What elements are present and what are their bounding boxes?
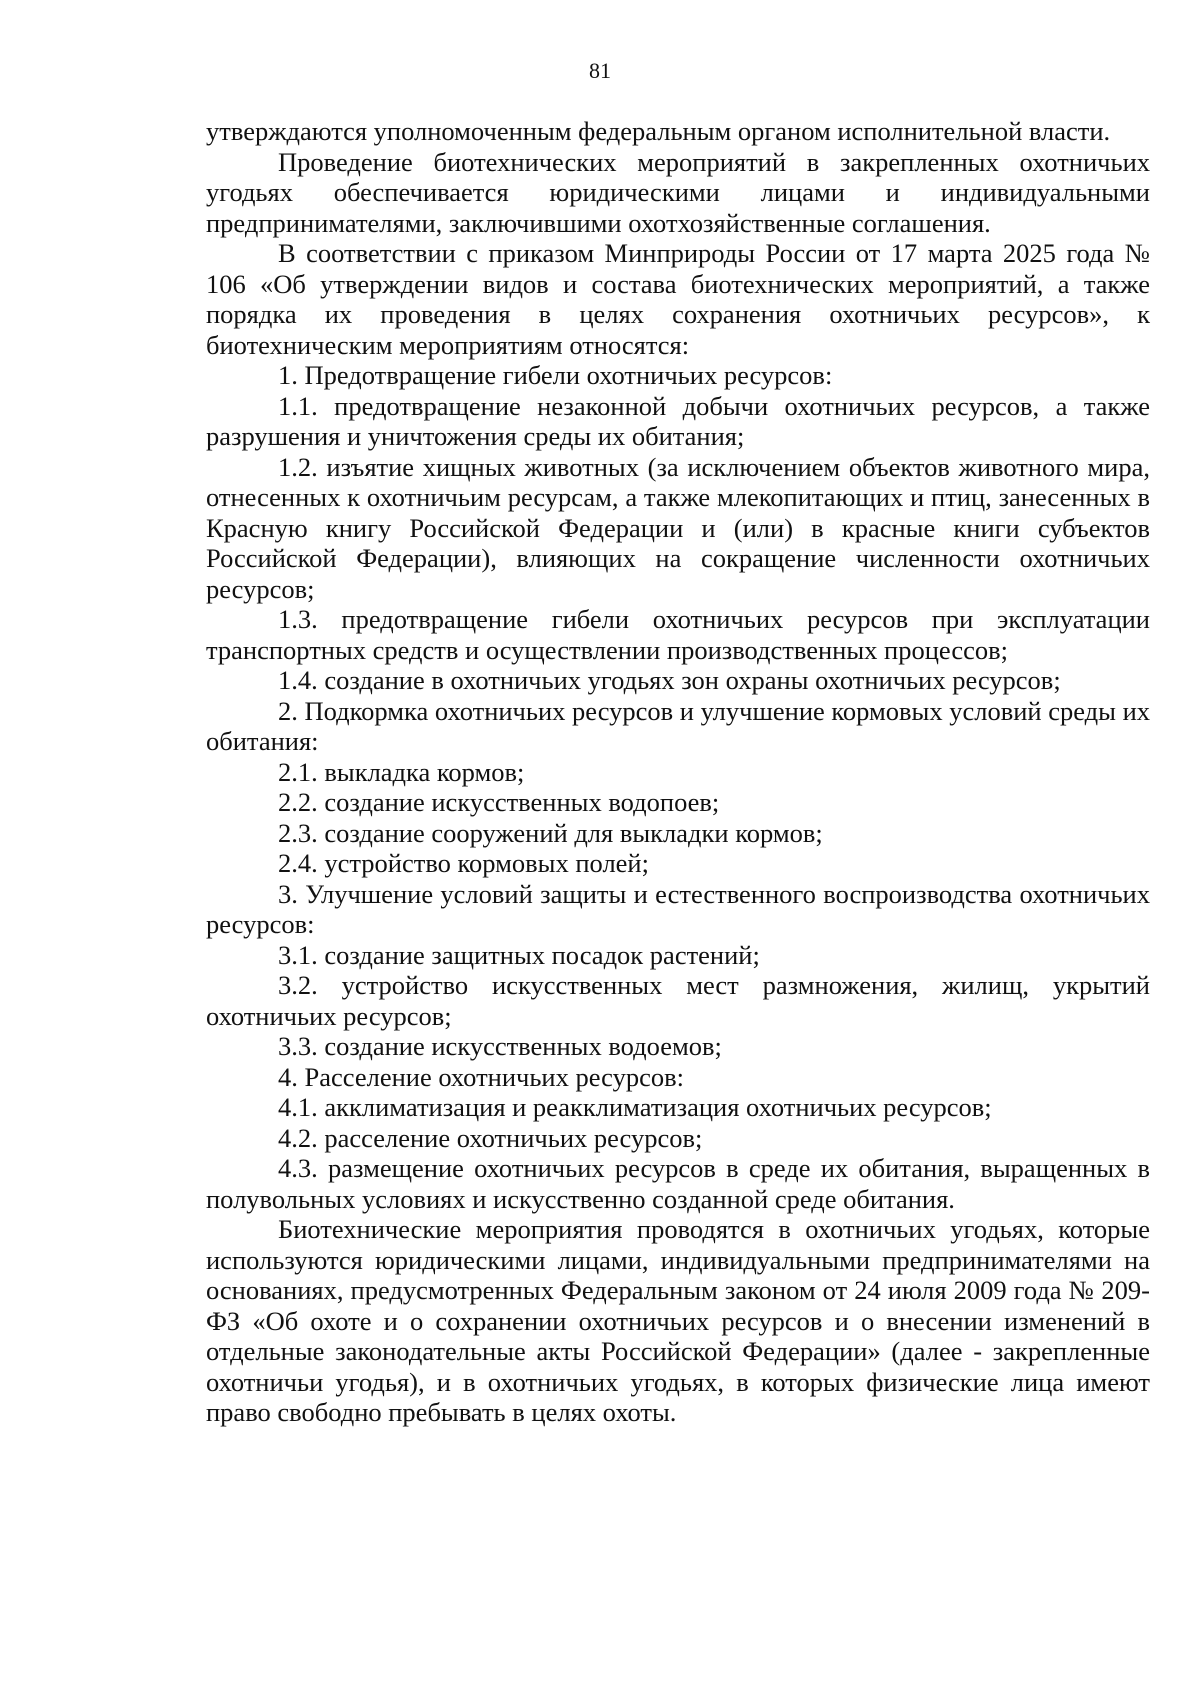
list-item-3-3: 3.3. создание искусственных водоемов;: [278, 1031, 722, 1061]
paragraph-biotech-responsibility: Проведение биотехнических мероприятий в закрепленных охотничьих угодьях обеспечивается юридическими лицами и индивидуальными предпринимателями, заключившими охотхозяйственные соглашения.: [206, 146, 1150, 238]
list-item-4-2: 4.2. расселение охотничьих ресурсов;: [278, 1122, 703, 1153]
list-item-2-4: 2.4. устройство кормовых полей;: [278, 848, 649, 878]
list-item-3-1: 3.1. создание защитных посадок растений;: [278, 939, 760, 970]
list-item-1: 1. Предотвращение гибели охотничьих ресурсов:: [278, 360, 833, 390]
list-item-1-1: 1.1. предотвращение незаконной добычи охотничьих ресурсов, а также разрушения и уничтожения среды их обитания;: [206, 390, 1150, 451]
list-item-2-3: 2.3. создание сооружений для выкладки кормов;: [278, 817, 823, 848]
list-item-1-3: 1.3. предотвращение гибели охотничьих ресурсов при эксплуатации транспортных средств и осуществлении производственных процессов;: [206, 604, 1150, 665]
list-item-1-2: 1.2. изъятие хищных животных (за исключением объектов животного мира, отнесенных к охотничьим ресурсам, а также млекопитающих и птиц, занесенных в Красную книгу Российской Федерации и (или) в красные книги субъектов Российской Федерации), влияющих на сокращение численности охотничьих ресурсов;: [206, 451, 1150, 604]
list-item-2-1: 2.1. выкладка кормов;: [278, 756, 525, 787]
paragraph-order-reference: В соответствии с приказом Минприроды России от 17 марта 2025 года № 106 «Об утверждении видов и состава биотехнических мероприятий, а также порядка их проведения в целях сохранения охотничьих ресурсов», к биотехническим мероприятиям относятся:: [206, 238, 1150, 360]
paragraph-continuation: утверждаются уполномоченным федеральным органом исполнительной власти.: [206, 116, 1111, 146]
list-item-3-2: 3.2. устройство искусственных мест размножения, жилищ, укрытий охотничьих ресурсов;: [206, 970, 1150, 1031]
list-item-2: 2. Подкормка охотничьих ресурсов и улучшение кормовых условий среды их обитания:: [206, 695, 1150, 756]
list-item-1-4: 1.4. создание в охотничьих угодьях зон охраны охотничьих ресурсов;: [278, 665, 1061, 695]
list-item-4-1: 4.1. акклиматизация и реакклиматизация охотничьих ресурсов;: [278, 1092, 992, 1122]
document-body: [206, 116, 1150, 1428]
list-item-4: 4. Расселение охотничьих ресурсов:: [278, 1061, 684, 1092]
paragraph-hunting-grounds: Биотехнические мероприятия проводятся в охотничьих угодьях, которые используются юридическими лицами, индивидуальными предпринимателями на основаниях, предусмотренных Федеральным законом от 24 июля 2009 года № 209-ФЗ «Об охоте и о сохранении охотничьих ресурсов и о внесении изменений в отдельные законодательные акты Российской Федерации» (далее - закрепленные охотничьи угодья), и в охотничьих угодьях, в которых физические лица имеют право свободно пребывать в целях охоты.: [206, 1214, 1150, 1427]
list-item-2-2: 2.2. создание искусственных водопоев;: [278, 787, 720, 817]
list-item-3: 3. Улучшение условий защиты и естественного воспроизводства охотничьих ресурсов:: [206, 878, 1150, 939]
page-number: 81: [589, 58, 611, 83]
list-item-4-3: 4.3. размещение охотничьих ресурсов в среде их обитания, выращенных в полувольных условиях и искусственно созданной среде обитания.: [206, 1153, 1150, 1214]
